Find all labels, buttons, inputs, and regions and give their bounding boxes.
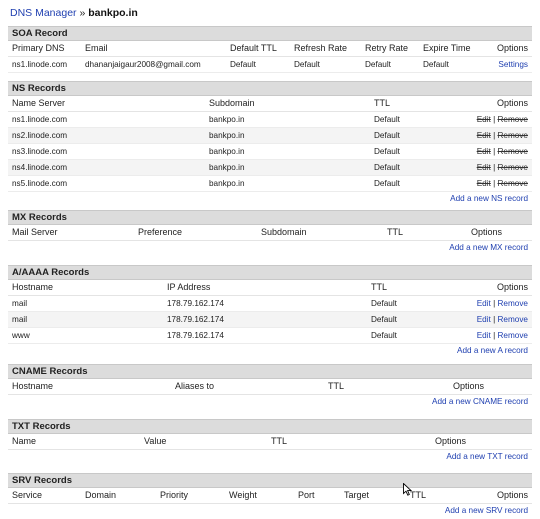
- a-ip-address: 178.79.162.174: [167, 299, 224, 308]
- mx-title: MX Records: [8, 210, 532, 225]
- soa-email: dhananjaigaur2008@gmail.com: [85, 60, 201, 69]
- a-title: A/AAAA Records: [8, 265, 532, 280]
- ns-subdomain: bankpo.in: [209, 163, 245, 172]
- a-ttl: Default: [371, 315, 397, 324]
- ns-remove-link[interactable]: Remove: [497, 147, 528, 156]
- col-aliases-to: Aliases to: [175, 381, 215, 391]
- ns-row: [8, 112, 532, 128]
- add-txt-record-link[interactable]: Add a new TXT record: [446, 452, 528, 461]
- add-mx-record-link[interactable]: Add a new MX record: [449, 243, 528, 252]
- a-options: Edit | Remove: [476, 315, 528, 324]
- ns-subdomain: bankpo.in: [209, 147, 245, 156]
- col-ttl: TTL: [328, 381, 345, 391]
- ns-header-row: [8, 96, 532, 112]
- ns-subdomain: bankpo.in: [209, 115, 245, 124]
- ns-ttl: Default: [374, 147, 400, 156]
- a-ttl: Default: [371, 299, 397, 308]
- a-edit-link[interactable]: Edit: [476, 299, 491, 308]
- ns-server: ns4.linode.com: [12, 163, 68, 172]
- col-refresh-rate: Refresh Rate: [294, 43, 348, 53]
- soa-header-row: [8, 41, 532, 57]
- txt-header-row: [8, 434, 532, 450]
- a-row: [8, 296, 532, 312]
- col-primary-dns: Primary DNS: [12, 43, 65, 53]
- ns-remove-link[interactable]: Remove: [497, 179, 528, 188]
- srv-title: SRV Records: [8, 473, 532, 488]
- col-options: Options: [471, 227, 503, 237]
- breadcrumb-dns-manager-link[interactable]: DNS Manager: [10, 7, 77, 19]
- a-hostname: mail: [12, 299, 28, 308]
- a-hostname: www: [12, 331, 30, 340]
- col-subdomain: Subdomain: [261, 227, 307, 237]
- a-edit-link[interactable]: Edit: [476, 315, 491, 324]
- col-ttl: TTL: [374, 98, 391, 108]
- col-options: Options: [496, 98, 528, 108]
- col-domain: Domain: [85, 490, 117, 500]
- col-target: Target: [344, 490, 370, 500]
- a-remove-link[interactable]: Remove: [497, 299, 528, 308]
- ns-edit-link[interactable]: Edit: [476, 131, 491, 140]
- soa-default-ttl: Default: [230, 60, 256, 69]
- ns-section: [8, 81, 532, 206]
- col-email: Email: [85, 43, 108, 53]
- ns-options: Edit | Remove: [476, 147, 528, 156]
- ns-options: Edit | Remove: [476, 115, 528, 124]
- col-ttl: TTL: [371, 282, 388, 292]
- ns-options: Edit | Remove: [476, 163, 528, 172]
- srv-add-row: [8, 504, 532, 518]
- cname-add-row: [8, 395, 532, 409]
- col-ttl: TTL: [410, 490, 427, 500]
- col-port: Port: [298, 490, 315, 500]
- mouse-pointer-icon: [403, 483, 412, 496]
- a-options: Edit | Remove: [476, 331, 528, 340]
- col-weight: Weight: [229, 490, 257, 500]
- soa-title: SOA Record: [8, 26, 532, 41]
- ns-subdomain: bankpo.in: [209, 179, 245, 188]
- a-add-row: [8, 344, 532, 358]
- a-section: [8, 265, 532, 358]
- col-default-ttl: Default TTL: [230, 43, 277, 53]
- col-hostname: Hostname: [12, 381, 54, 391]
- col-retry-rate: Retry Rate: [365, 43, 409, 53]
- col-preference: Preference: [138, 227, 183, 237]
- mx-header-row: [8, 225, 532, 241]
- cname-section: [8, 364, 532, 409]
- ns-ttl: Default: [374, 131, 400, 140]
- srv-section: [8, 473, 532, 518]
- col-expire-time: Expire Time: [423, 43, 471, 53]
- col-ttl: TTL: [271, 436, 288, 446]
- ns-row: [8, 128, 532, 144]
- txt-section: [8, 419, 532, 464]
- ns-server: ns5.linode.com: [12, 179, 68, 188]
- add-cname-record-link[interactable]: Add a new CNAME record: [431, 397, 528, 406]
- a-ip-address: 178.79.162.174: [167, 315, 224, 324]
- col-name-server: Name Server: [12, 98, 66, 108]
- ns-ttl: Default: [374, 163, 400, 172]
- breadcrumb-current-domain: bankpo.in: [88, 7, 138, 19]
- col-subdomain: Subdomain: [209, 98, 255, 108]
- ns-row: [8, 176, 532, 192]
- srv-header-row: [8, 488, 532, 504]
- col-options: Options: [496, 490, 528, 500]
- ns-ttl: Default: [374, 115, 400, 124]
- a-remove-link[interactable]: Remove: [497, 315, 528, 324]
- ns-edit-link[interactable]: Edit: [476, 163, 491, 172]
- soa-options-cell: [498, 57, 528, 72]
- add-a-record-link[interactable]: Add a new A record: [456, 346, 528, 355]
- add-srv-record-link[interactable]: Add a new SRV record: [444, 506, 528, 515]
- ns-options: Edit | Remove: [476, 131, 528, 140]
- ns-server: ns2.linode.com: [12, 131, 68, 140]
- col-options: Options: [453, 381, 485, 391]
- a-ip-address: 178.79.162.174: [167, 331, 224, 340]
- col-hostname: Hostname: [12, 282, 54, 292]
- col-options: Options: [435, 436, 467, 446]
- soa-row: [8, 57, 532, 73]
- soa-refresh-rate: Default: [294, 60, 320, 69]
- a-row: [8, 312, 532, 328]
- breadcrumb-separator: »: [79, 7, 86, 19]
- ns-edit-link[interactable]: Edit: [476, 179, 491, 188]
- ns-title: NS Records: [8, 81, 532, 96]
- soa-settings-link[interactable]: Settings: [498, 60, 528, 69]
- a-edit-link[interactable]: Edit: [476, 331, 491, 340]
- ns-row: [8, 160, 532, 176]
- ns-add-row: [8, 192, 532, 206]
- ns-subdomain: bankpo.in: [209, 131, 245, 140]
- breadcrumb: [10, 7, 138, 19]
- a-row: [8, 328, 532, 344]
- soa-retry-rate: Default: [365, 60, 391, 69]
- ns-remove-link[interactable]: Remove: [497, 131, 528, 140]
- ns-server: ns1.linode.com: [12, 115, 68, 124]
- mx-add-row: [8, 241, 532, 255]
- ns-edit-link[interactable]: Edit: [476, 115, 491, 124]
- col-ttl: TTL: [387, 227, 404, 237]
- a-header-row: [8, 280, 532, 296]
- mx-section: [8, 210, 532, 255]
- col-options: Options: [496, 282, 528, 292]
- col-value: Value: [144, 436, 167, 446]
- col-mail-server: Mail Server: [12, 227, 58, 237]
- txt-title: TXT Records: [8, 419, 532, 434]
- a-options: Edit | Remove: [476, 299, 528, 308]
- soa-expire-time: Default: [423, 60, 449, 69]
- a-hostname: mail: [12, 315, 28, 324]
- ns-edit-link[interactable]: Edit: [476, 147, 491, 156]
- ns-remove-link[interactable]: Remove: [497, 163, 528, 172]
- a-ttl: Default: [371, 331, 397, 340]
- ns-server: ns3.linode.com: [12, 147, 68, 156]
- txt-add-row: [8, 450, 532, 464]
- soa-section: [8, 26, 532, 73]
- cname-header-row: [8, 379, 532, 395]
- ns-remove-link[interactable]: Remove: [497, 115, 528, 124]
- add-ns-record-link[interactable]: Add a new NS record: [450, 194, 528, 203]
- ns-options: Edit | Remove: [476, 179, 528, 188]
- col-options: Options: [496, 43, 528, 53]
- col-name: Name: [12, 436, 37, 446]
- soa-primary-dns: ns1.linode.com: [12, 60, 68, 69]
- col-service: Service: [12, 490, 43, 500]
- ns-row: [8, 144, 532, 160]
- col-priority: Priority: [160, 490, 189, 500]
- col-ip-address: IP Address: [167, 282, 211, 292]
- a-remove-link[interactable]: Remove: [497, 331, 528, 340]
- ns-ttl: Default: [374, 179, 400, 188]
- cname-title: CNAME Records: [8, 364, 532, 379]
